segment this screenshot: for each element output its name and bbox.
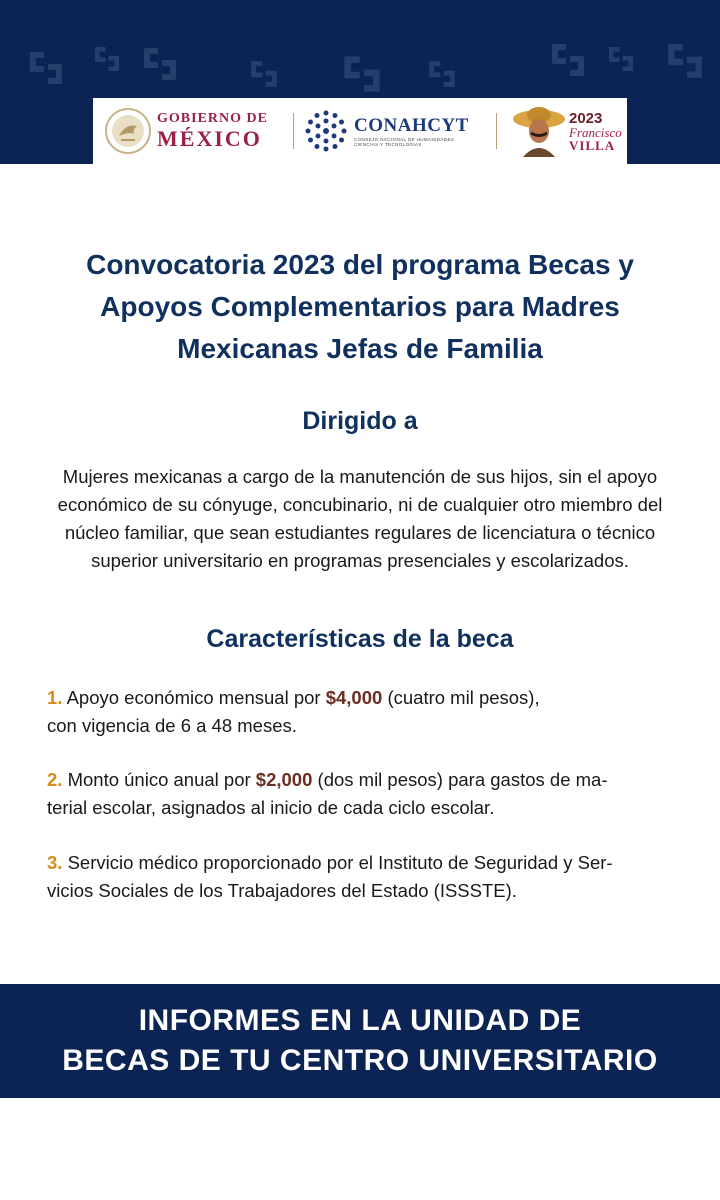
fret-pattern-icon	[548, 40, 588, 80]
francisco-villa-portrait-icon	[511, 103, 567, 159]
footer-banner	[0, 984, 720, 1098]
item-number: 1.	[47, 687, 63, 708]
dirigido-text-line: económico de su cónyuge, concubinario, ni de cualquier otro miembro del	[57, 494, 663, 515]
dirigido-text-line: núcleo familiar, que sean estudiantes regulares de licenciatura o técnico	[64, 522, 656, 543]
item-text: Monto único anual por	[67, 769, 256, 790]
conahcyt-dots-icon	[304, 109, 348, 153]
item-amount: $2,000	[255, 769, 313, 790]
fret-pattern-icon	[664, 40, 706, 82]
page-title	[20, 244, 700, 370]
dirigido-text-line: superior universitario en programas presenciales y escolarizados.	[91, 550, 629, 571]
item-text: Apoyo económico mensual por	[66, 687, 326, 708]
list-item	[47, 684, 677, 740]
conahcyt-logo	[304, 109, 486, 153]
villa-year: 2023	[569, 109, 603, 127]
logo-divider	[293, 113, 294, 149]
dirigido-heading: Dirigido a	[302, 407, 418, 435]
francisco-villa-2023-logo	[511, 103, 622, 159]
item-text: Servicio médico proporcionado por el Instituto de Seguridad y Ser-	[67, 852, 613, 873]
conahcyt-name: CONAHCYT	[354, 114, 469, 136]
footer-line: INFORMES EN LA UNIDAD DE	[138, 1004, 582, 1037]
coat-of-arms-icon	[103, 106, 153, 156]
title-line: Apoyos Complementarios para Madres	[100, 291, 620, 322]
fret-pattern-icon	[340, 52, 384, 96]
item-text-after: (dos mil pesos) para gastos de ma-	[312, 769, 608, 790]
fret-pattern-icon	[140, 44, 180, 84]
gobierno-line2: MÉXICO	[157, 126, 262, 151]
title-line: Mexicanas Jefas de Familia	[177, 333, 543, 364]
logo-divider	[496, 113, 497, 149]
item-text-line2: terial escolar, asignados al inicio de cada ciclo escolar.	[47, 797, 495, 818]
item-amount: $4,000	[325, 687, 383, 708]
conahcyt-subtitle: CONSEJO NACIONAL DE HUMANIDADES CIENCIAS Y TECNOLOGÍAS	[354, 136, 455, 147]
fret-pattern-icon	[26, 48, 66, 88]
villa-name-first: Francisco	[569, 124, 622, 140]
fret-pattern-icon	[606, 44, 636, 74]
dirigido-text	[20, 463, 700, 575]
fret-pattern-icon	[248, 58, 280, 90]
title-line: Convocatoria 2023 del programa Becas y	[86, 249, 634, 280]
villa-name-last: VILLA	[569, 137, 616, 153]
gobierno-de-mexico-logo	[103, 106, 283, 156]
item-text-line2: con vigencia de 6 a 48 meses.	[47, 715, 297, 736]
logo-bar	[93, 98, 627, 164]
gobierno-line1: GOBIERNO DE	[157, 111, 268, 126]
header-band	[0, 0, 720, 164]
dirigido-text-line: Mujeres mexicanas a cargo de la manutención de sus hijos, sin el apoyo	[62, 466, 658, 487]
item-number: 3.	[47, 852, 63, 873]
list-item	[47, 849, 677, 905]
fret-pattern-icon	[92, 44, 122, 74]
fret-pattern-icon	[426, 58, 458, 90]
caracteristicas-heading: Características de la beca	[206, 625, 514, 653]
item-text-after: (cuatro mil pesos),	[382, 687, 540, 708]
list-item	[47, 766, 677, 822]
item-text-line2: vicios Sociales de los Trabajadores del Estado (ISSSTE).	[47, 880, 517, 901]
item-number: 2.	[47, 769, 63, 790]
footer-line: BECAS DE TU CENTRO UNIVERSITARIO	[62, 1044, 658, 1077]
